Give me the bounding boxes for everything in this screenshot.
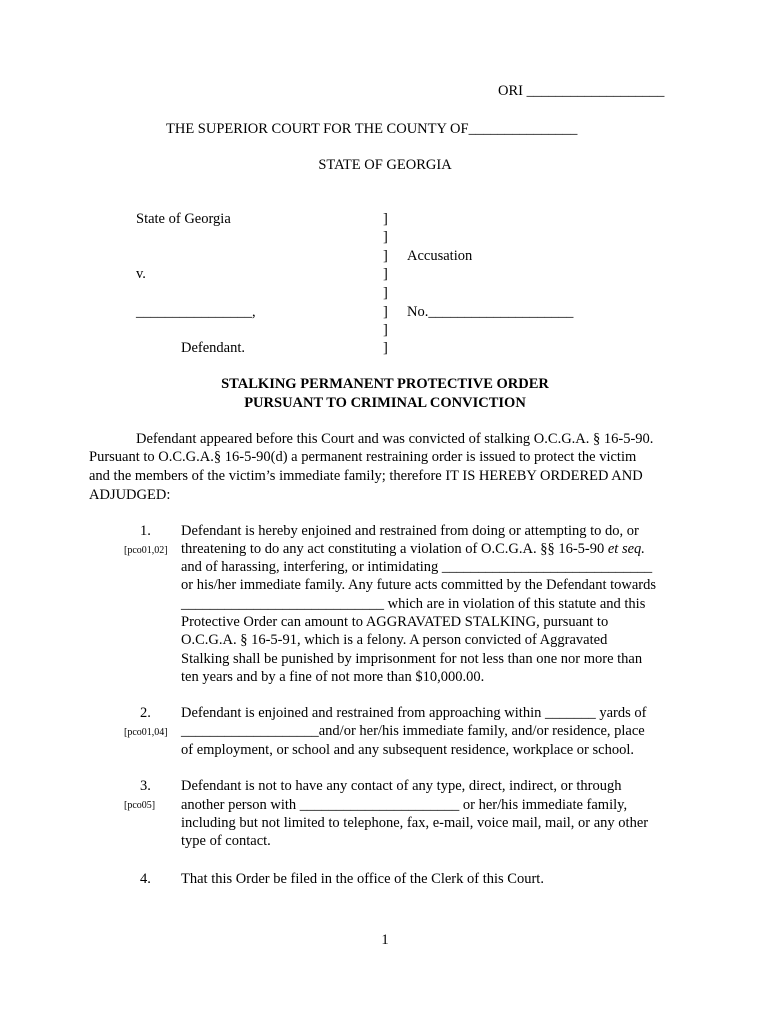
item-number: 2.	[140, 705, 151, 721]
caption-bracket: ]	[383, 340, 388, 356]
item-code-tag: [pco05]	[124, 800, 156, 811]
intro-line: Defendant appeared before this Court and was convicted of stalking O.C.G.A. § 16-5-90.	[136, 431, 654, 447]
item-text-line: Defendant is enjoined and restrained from approaching within _______ yards of	[181, 705, 647, 721]
intro-line: Pursuant to O.C.G.A.§ 16-5-90(d) a permanent restraining order is issued to protect the victim	[89, 449, 637, 465]
page-number: 1	[381, 932, 389, 948]
versus-label: v.	[136, 266, 146, 282]
ori-field: ORI ___________________	[498, 83, 665, 99]
item-text-line: or his/her immediate family. Any future acts committed by the Defendant towards	[181, 577, 657, 593]
item-text-line	[181, 541, 645, 558]
item-text-line: of employment, or school and any subsequent residence, workplace or school.	[181, 742, 634, 758]
accusation-label: Accusation	[407, 248, 473, 264]
et-seq-italic: et seq.	[607, 541, 645, 557]
item-code-tag: [pco01,02]	[124, 545, 168, 556]
item-text-line: Stalking shall be punished by imprisonment for not less than one nor more than	[181, 651, 643, 667]
order-title-line2: PURSUANT TO CRIMINAL CONVICTION	[244, 395, 526, 411]
defendant-name-blank: ________________,	[136, 304, 256, 320]
item-text-line: O.C.G.A. § 16-5-91, which is a felony. A person convicted of Aggravated	[181, 632, 608, 648]
item-number: 3.	[140, 778, 151, 794]
plaintiff-name: State of Georgia	[136, 211, 231, 227]
court-heading: THE SUPERIOR COURT FOR THE COUNTY OF_______________	[166, 121, 578, 137]
caption-bracket: ]	[383, 248, 388, 264]
statute-text: threatening to do any act constituting a violation of O.C.G.A. §§ 16-5-90	[181, 541, 608, 557]
item-code-tag: [pco01,04]	[124, 727, 168, 738]
defendant-label: Defendant.	[181, 340, 246, 356]
item-text-line: Protective Order can amount to AGGRAVATED STALKING, pursuant to	[181, 614, 609, 630]
caption-bracket: ]	[383, 304, 388, 320]
item-text-line: including but not limited to telephone, fax, e-mail, voice mail, mail, or any other	[181, 815, 649, 831]
item-text-line: ___________________and/or her/his immediate family, and/or residence, place	[181, 723, 645, 739]
case-number-field: No.____________________	[407, 304, 574, 320]
state-heading: STATE OF GEORGIA	[318, 157, 452, 173]
intro-line: and the members of the victim’s immediate family; therefore IT IS HEREBY ORDERED AND	[89, 468, 643, 484]
item-text-line: type of contact.	[181, 833, 271, 849]
item-text-line: another person with ______________________ or her/his immediate family,	[181, 797, 628, 813]
caption-bracket: ]	[383, 266, 388, 282]
item-text-line: Defendant is not to have any contact of any type, direct, indirect, or through	[181, 778, 622, 794]
item-text-line: ____________________________ which are in violation of this statute and this	[181, 596, 646, 612]
item-text-line: That this Order be filed in the office of the Clerk of this Court.	[181, 871, 544, 887]
item-text-line: Defendant is hereby enjoined and restrained from doing or attempting to do, or	[181, 523, 639, 539]
item-text-line: ten years and by a fine of not more than $10,000.00.	[181, 669, 485, 685]
caption-bracket: ]	[383, 285, 388, 301]
caption-bracket: ]	[383, 229, 388, 245]
caption-bracket: ]	[383, 211, 388, 227]
item-number: 1.	[140, 523, 151, 539]
intro-line: ADJUDGED:	[89, 487, 171, 503]
order-title-line1: STALKING PERMANENT PROTECTIVE ORDER	[221, 376, 549, 392]
item-text-line: and of harassing, interfering, or intimidating _____________________________	[181, 559, 653, 575]
item-number: 4.	[140, 871, 151, 887]
caption-bracket: ]	[383, 322, 388, 338]
